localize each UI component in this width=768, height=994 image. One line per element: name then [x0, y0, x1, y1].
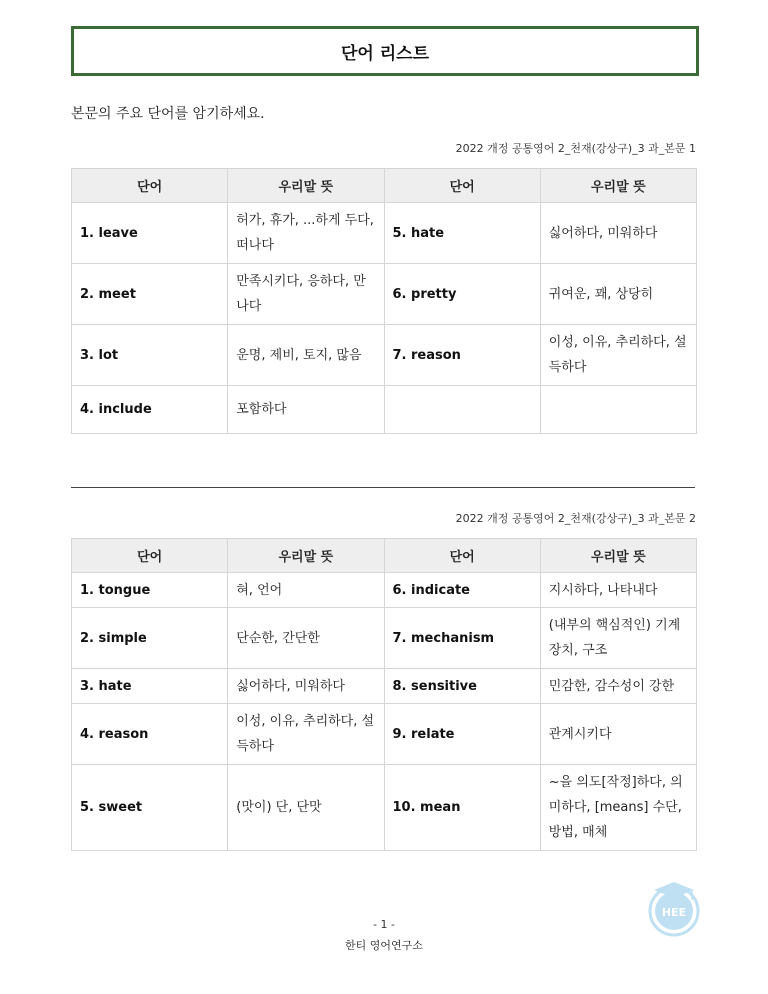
- word-cell: 6. pretty: [384, 264, 540, 325]
- table-row: [72, 704, 697, 765]
- table-row: [72, 264, 697, 325]
- meaning-cell: (맛이) 단, 단맛: [228, 765, 384, 851]
- word-cell: 5. sweet: [72, 765, 228, 851]
- footer-organization: 한티 영어연구소: [345, 939, 423, 952]
- page-number: - 1 -: [373, 918, 395, 931]
- meaning-cell: 단순한, 간단한: [228, 608, 384, 669]
- header-meaning: 우리말 뜻: [228, 169, 384, 203]
- word-cell: 8. sensitive: [384, 669, 540, 704]
- table-row: [72, 203, 697, 264]
- section2-source: 2022 개정 공통영어 2_천재(강상구)_3 과_본문 2: [455, 512, 696, 525]
- meaning-cell: 싫어하다, 미워하다: [540, 203, 696, 264]
- word-cell: 1. tongue: [72, 573, 228, 608]
- header-word: 단어: [72, 539, 228, 573]
- meaning-cell: 관계시키다: [540, 704, 696, 765]
- word-cell: [384, 386, 540, 434]
- meaning-cell: 혀, 언어: [228, 573, 384, 608]
- word-cell: 2. meet: [72, 264, 228, 325]
- word-cell: 6. indicate: [384, 573, 540, 608]
- meaning-cell: 이성, 이유, 추리하다, 설득하다: [540, 325, 696, 386]
- header-meaning: 우리말 뜻: [540, 539, 696, 573]
- word-cell: 9. relate: [384, 704, 540, 765]
- meaning-cell: 운명, 제비, 토지, 많음: [228, 325, 384, 386]
- header-word: 단어: [384, 539, 540, 573]
- meaning-cell: [540, 386, 696, 434]
- header-meaning: 우리말 뜻: [228, 539, 384, 573]
- word-cell: 2. simple: [72, 608, 228, 669]
- hee-logo-icon: [646, 878, 702, 938]
- table-row: [72, 765, 697, 851]
- meaning-cell: 귀여운, 꽤, 상당히: [540, 264, 696, 325]
- word-cell: 7. reason: [384, 325, 540, 386]
- meaning-cell: (내부의 핵심적인) 기계장치, 구조: [540, 608, 696, 669]
- table-row: [72, 669, 697, 704]
- word-cell: 4. include: [72, 386, 228, 434]
- table-row: [72, 608, 697, 669]
- section1-source: 2022 개정 공통영어 2_천재(강상구)_3 과_본문 1: [455, 142, 696, 155]
- page-title: 단어 리스트: [71, 26, 699, 76]
- meaning-cell: 지시하다, 나타내다: [540, 573, 696, 608]
- word-cell: 7. mechanism: [384, 608, 540, 669]
- header-word: 단어: [72, 169, 228, 203]
- table-header-row: [72, 539, 697, 573]
- word-cell: 3. hate: [72, 669, 228, 704]
- table-row: [72, 573, 697, 608]
- word-cell: 4. reason: [72, 704, 228, 765]
- word-cell: 10. mean: [384, 765, 540, 851]
- word-cell: 5. hate: [384, 203, 540, 264]
- header-meaning: 우리말 뜻: [540, 169, 696, 203]
- meaning-cell: 싫어하다, 미워하다: [228, 669, 384, 704]
- vocab-table-1: [71, 168, 697, 434]
- meaning-cell: 민감한, 감수성이 강한: [540, 669, 696, 704]
- meaning-cell: 포함하다: [228, 386, 384, 434]
- instruction-text: 본문의 주요 단어를 암기하세요.: [71, 106, 265, 122]
- meaning-cell: ~을 의도[작정]하다, 의미하다, [means] 수단, 방법, 매체: [540, 765, 696, 851]
- table-row: [72, 325, 697, 386]
- vocab-table-2: [71, 538, 697, 851]
- word-cell: 1. leave: [72, 203, 228, 264]
- logo-text: HEE: [661, 906, 687, 919]
- section-divider: [71, 487, 695, 488]
- meaning-cell: 이성, 이유, 추리하다, 설득하다: [228, 704, 384, 765]
- meaning-cell: 만족시키다, 응하다, 만나다: [228, 264, 384, 325]
- header-word: 단어: [384, 169, 540, 203]
- table-header-row: [72, 169, 697, 203]
- word-cell: 3. lot: [72, 325, 228, 386]
- meaning-cell: 허가, 휴가, ...하게 두다, 떠나다: [228, 203, 384, 264]
- table-row: [72, 386, 697, 434]
